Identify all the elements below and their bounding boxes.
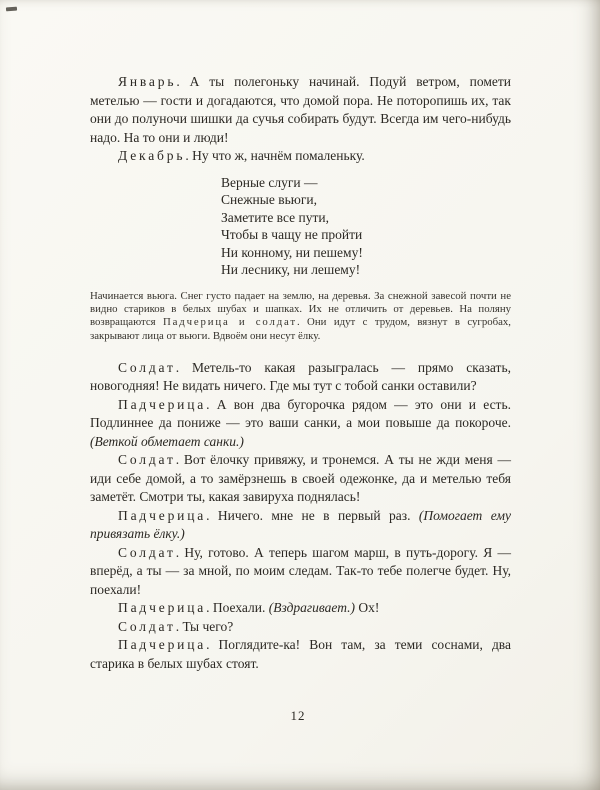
page-number: 12	[290, 708, 306, 723]
dialogue-paragraph	[90, 618, 511, 637]
dialogue-paragraph	[90, 599, 511, 618]
speaker-name: Падчерица	[118, 507, 207, 523]
dialogue-text: . Поглядите-ка! Вон там, за теми соснами, два старика в белых шубах стоят.	[90, 637, 511, 671]
dialogue-text: . Ну, готово. А теперь шагом марш, в путь-дорогу. Я — вперёд, а ты — за мной, по моим следам. Так-то тебе полегче будет. Ну, поехали!	[90, 544, 511, 597]
dialogue-text: . А вон два бугорочка рядом — это они и есть. Подлиннее да пониже — это ваши санки, а мои повыше да покороче.	[90, 396, 511, 431]
speaker-name: Солдат	[118, 452, 176, 468]
dialogue-paragraph	[90, 359, 511, 396]
dialogue-paragraph	[90, 451, 511, 507]
scan-artifact-mark	[6, 7, 17, 12]
dialogue-text: . Ну что ж, начнём помаленьку.	[185, 148, 365, 163]
stage-direction-inline: (Помогает ему привязать ёлку.)	[90, 507, 511, 542]
dialogue-text: . Ты чего?	[175, 618, 234, 634]
speaker-name: Падчерица	[118, 396, 207, 412]
verse-line: Верные слуги —	[221, 174, 318, 190]
stage-direction-inline: (Веткой обметает санки.)	[90, 433, 244, 449]
dialogue-paragraph	[90, 73, 511, 147]
dialogue-paragraph	[90, 147, 511, 166]
dialogue-text: . Вот ёлочку привяжу, и тронемся. А ты не жди меня — иди себе домой, а то замёрзнешь в своей одежонке, да и метелью тебя заметёт. Смотри ты, какая завируха поднялась!	[90, 452, 511, 505]
dialogue-text: . Метель-то какая разыгралась — прямо сказать, новогодняя! Не видать ничего. Где мы тут с тобой санки оставили?	[90, 359, 511, 394]
verse-block	[221, 174, 511, 280]
stage-direction	[90, 290, 511, 343]
verse-line: Заметите все пути,	[221, 209, 329, 225]
text-block	[90, 73, 511, 673]
verse-line: Чтобы в чащу не пройти	[221, 227, 363, 243]
stage-direction-inline: (Вздрагивает.)	[268, 600, 356, 616]
speaker-name: Январь	[118, 74, 177, 89]
speaker-name: Падчерица	[118, 637, 207, 653]
stage-character-names: Падчерица и солдат	[163, 316, 297, 329]
stage-text: . Они идут с трудом, вязнут в сугробах, закрывают лица от вьюги. Вдвоём они несут ёлку.	[90, 316, 511, 342]
speaker-name: Декабрь	[118, 148, 186, 163]
stage-text: Начинается вьюга. Снег густо падает на землю, на деревья. За снежной завесой почти не видно стариков в белых шубах и шапках. Их не отличить от деревьев. На поляну возвращаются	[90, 290, 511, 329]
verse-line: Ни конному, ни пешему!	[221, 244, 363, 260]
dialogue-text: . Ничего. мне не в первый раз.	[206, 507, 419, 523]
speaker-name: Падчерица	[118, 600, 207, 616]
dialogue-paragraph	[90, 636, 511, 673]
speaker-name: Солдат	[118, 618, 176, 634]
dialogue-paragraph	[90, 544, 511, 600]
dialogue-paragraph	[90, 507, 511, 544]
verse-line: Снежные вьюги,	[221, 192, 317, 208]
speaker-name: Солдат	[118, 359, 176, 375]
dialogue-paragraph	[90, 396, 511, 452]
dialogue-text: . Поехали.	[206, 600, 269, 616]
speaker-name: Солдат	[118, 544, 176, 560]
verse-line: Ни леснику, ни лешему!	[221, 262, 361, 278]
dialogue-text: . А ты полегоньку начинай. Подуй ветром, помети метелью — гости и догадаются, что домой пора. Не поторопишь их, так они до полуночи шишки да сучья собирать будут. Всегда им чего-нибудь надо. На то они и люди!	[90, 74, 511, 145]
dialogue-text: Ох!	[355, 600, 380, 616]
